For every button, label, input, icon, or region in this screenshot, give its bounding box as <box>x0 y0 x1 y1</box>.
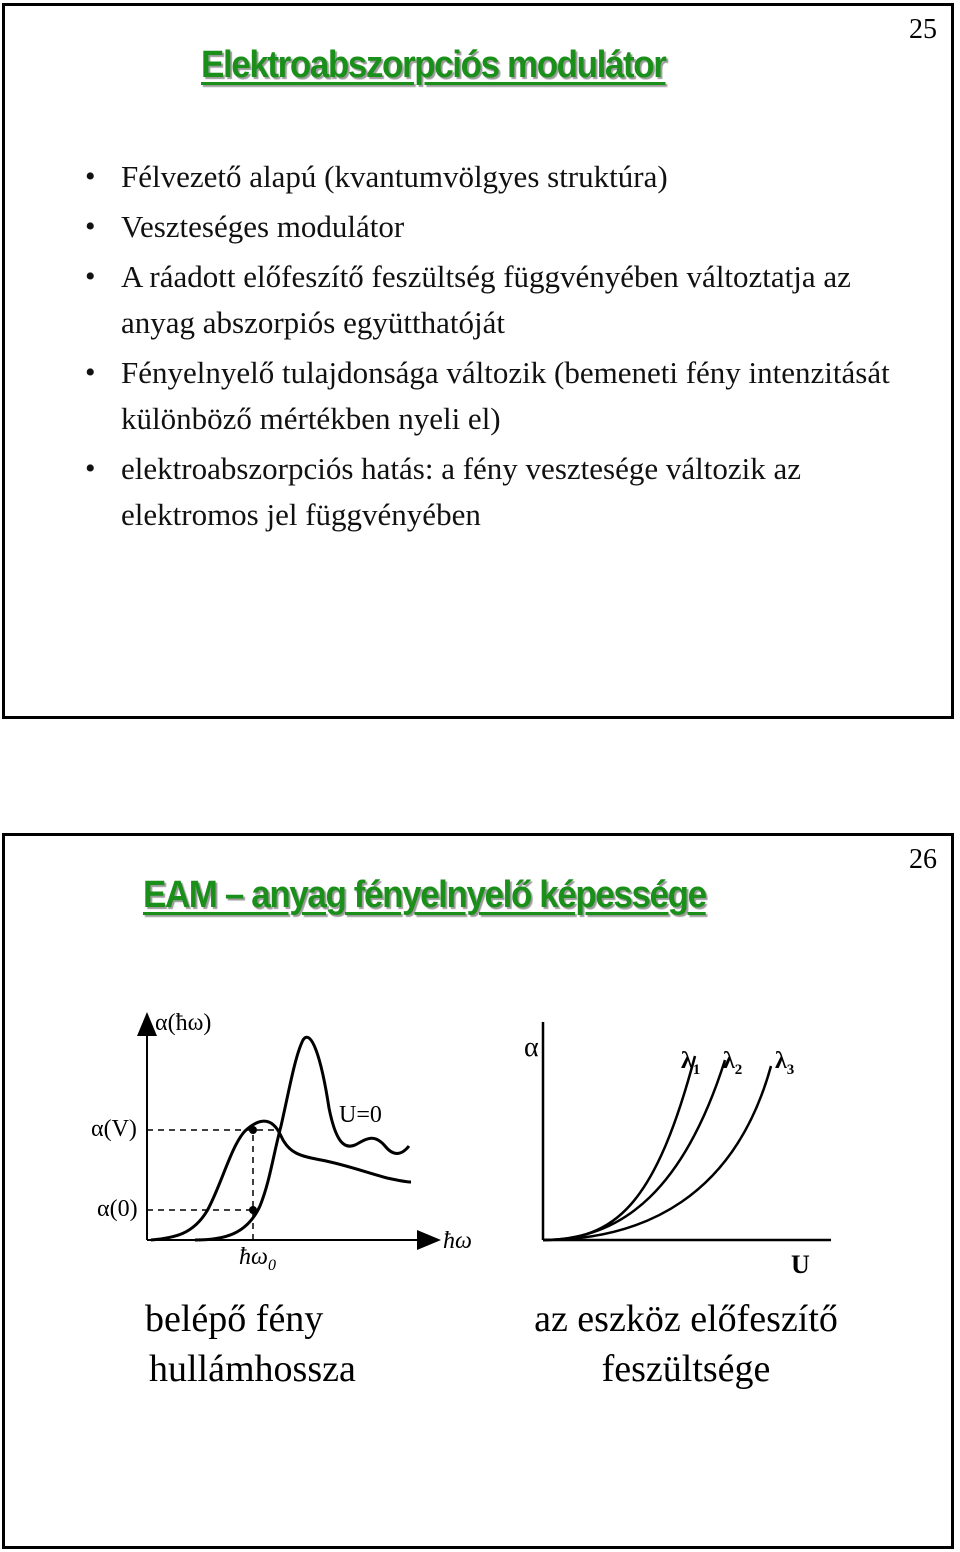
y-axis-label: α(ħω) <box>155 1010 212 1036</box>
tick-alpha-0: α(0) <box>97 1196 138 1222</box>
x-axis-label: ħω <box>443 1228 472 1254</box>
bullet-item: • elektroabszorpciós hatás: a fény vesztesége változik az elektromos jel függvényében <box>85 446 905 538</box>
bullet-list <box>85 154 905 542</box>
page-number: 26 <box>909 844 937 875</box>
label-lambda-2: $\lambda_2$ <box>723 1048 743 1078</box>
x-axis-label-u: U <box>791 1250 810 1279</box>
slide-25 <box>2 3 954 719</box>
point-alpha-v <box>249 1126 257 1134</box>
caption-left-line2: hullámhossza <box>149 1348 356 1390</box>
bullet-item: • Fényelnyelő tulajdonsága változik (bemeneti fény intenzitását különböző mértékben nyeli el) <box>85 350 905 442</box>
curve-label-u0: U=0 <box>339 1102 382 1128</box>
bullet-item: • A ráadott előfeszítő feszültség függvényében változtatja az anyag abszorpiós együtthatóját <box>85 254 905 346</box>
caption-right <box>511 1294 861 1394</box>
caption-right-line2: feszültsége <box>601 1348 771 1390</box>
caption-left <box>145 1294 356 1394</box>
x-tick-omega0: $ħ\omega_0$ <box>239 1244 276 1274</box>
label-lambda-3: $\lambda_3$ <box>775 1048 795 1078</box>
caption-left-line1: belépő fény <box>145 1298 324 1340</box>
bullet-item: • Félvezető alapú (kvantumvölgyes struktúra) <box>85 154 905 200</box>
curve-lambda-3 <box>543 1066 771 1240</box>
caption-right-line1: az eszköz előfeszítő <box>534 1298 838 1340</box>
absorption-spectrum-plot <box>75 996 495 1286</box>
tick-alpha-v: α(V) <box>91 1116 137 1142</box>
label-lambda-1: $\lambda_1$ <box>681 1048 701 1078</box>
y-axis-label-alpha: α <box>524 1032 539 1063</box>
slide-title: Elektroabszorpciós modulátor <box>201 44 666 86</box>
curve-lambda-2 <box>543 1060 725 1240</box>
page-number: 25 <box>909 14 937 45</box>
slide-26 <box>2 833 954 1549</box>
curve-lambda-1 <box>543 1056 695 1240</box>
bullet-item: • Veszteséges modulátor <box>85 204 905 250</box>
slide-title: EAM – anyag fényelnyelő képessége <box>143 874 706 916</box>
point-alpha-0 <box>249 1206 257 1214</box>
